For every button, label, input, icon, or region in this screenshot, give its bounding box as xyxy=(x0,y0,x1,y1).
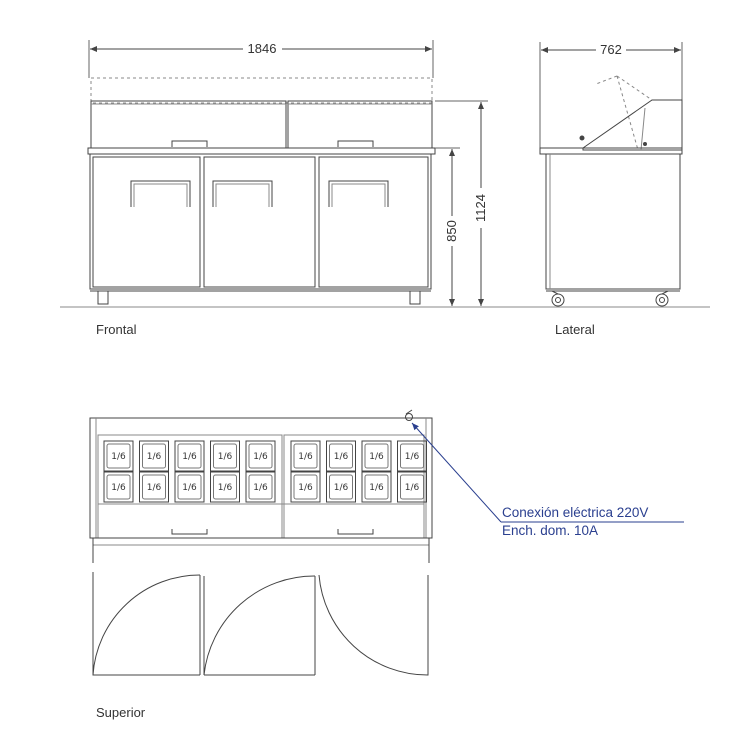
door-handle-right xyxy=(329,181,388,207)
counter-top xyxy=(88,148,435,154)
pan-size-label: 1/6 xyxy=(217,483,233,493)
pan-size-label: 1/6 xyxy=(253,483,268,493)
lid-handle-left xyxy=(172,141,207,147)
door-right xyxy=(319,157,428,287)
caster-right xyxy=(410,291,420,304)
door-swing-right xyxy=(319,575,428,675)
pan-size-label: 1/6 xyxy=(146,452,162,462)
counter-height-dim-label: 850 xyxy=(444,220,459,242)
pan-size-label: 1/6 xyxy=(369,483,384,493)
pan-size-label: 1/6 xyxy=(369,452,384,462)
side-body xyxy=(546,154,680,289)
door-handle-left xyxy=(131,181,190,207)
pan-size-label: 1/6 xyxy=(253,452,268,462)
door-swing-left xyxy=(93,572,200,675)
pan-size-label: 1/6 xyxy=(182,483,197,493)
door-handle-middle xyxy=(213,181,272,207)
annotation-line-2: Ench. dom. 10A xyxy=(502,523,599,538)
top-outline xyxy=(90,418,432,538)
door-left xyxy=(93,157,200,287)
pan-size-label: 1/6 xyxy=(298,452,313,462)
power-plug-icon xyxy=(406,410,413,421)
side-caster-right xyxy=(656,294,668,306)
pan-size-label: 1/6 xyxy=(404,452,420,462)
caster-left xyxy=(98,291,108,304)
annotation-line-1: Conexión eléctrica 220V xyxy=(502,505,649,520)
door-middle xyxy=(204,157,315,287)
cabinet-body xyxy=(90,154,431,289)
side-top-block xyxy=(583,100,682,150)
pan-size-label: 1/6 xyxy=(333,452,349,462)
pan-size-label: 1/6 xyxy=(111,452,126,462)
width-dim-label: 1846 xyxy=(247,41,277,56)
pan-size-label: 1/6 xyxy=(182,452,197,462)
pan-size-label: 1/6 xyxy=(404,483,420,493)
front-view xyxy=(60,40,710,307)
top-view xyxy=(90,410,432,675)
side-caster-left xyxy=(552,294,564,306)
depth-dim-label: 762 xyxy=(600,42,622,57)
front-view-label: Frontal xyxy=(96,322,137,337)
side-view-label: Lateral xyxy=(555,322,595,337)
lid-open-dashed xyxy=(596,76,652,150)
pan-size-label: 1/6 xyxy=(333,483,349,493)
top-handle-right xyxy=(338,529,373,534)
pan-grid xyxy=(104,441,427,502)
side-view xyxy=(540,42,682,306)
top-handle-left xyxy=(172,529,207,534)
pan-size-label: 1/6 xyxy=(217,452,233,462)
side-counter xyxy=(540,148,682,154)
pan-size-label: 1/6 xyxy=(298,483,313,493)
lid-open-outline xyxy=(91,78,432,103)
pan-size-label: 1/6 xyxy=(111,483,126,493)
lid-handle-right xyxy=(338,141,373,147)
total-height-dim-label: 1124 xyxy=(473,194,488,222)
door-swing-middle xyxy=(204,576,315,675)
top-view-label: Superior xyxy=(96,705,146,720)
pan-size-label: 1/6 xyxy=(146,483,162,493)
